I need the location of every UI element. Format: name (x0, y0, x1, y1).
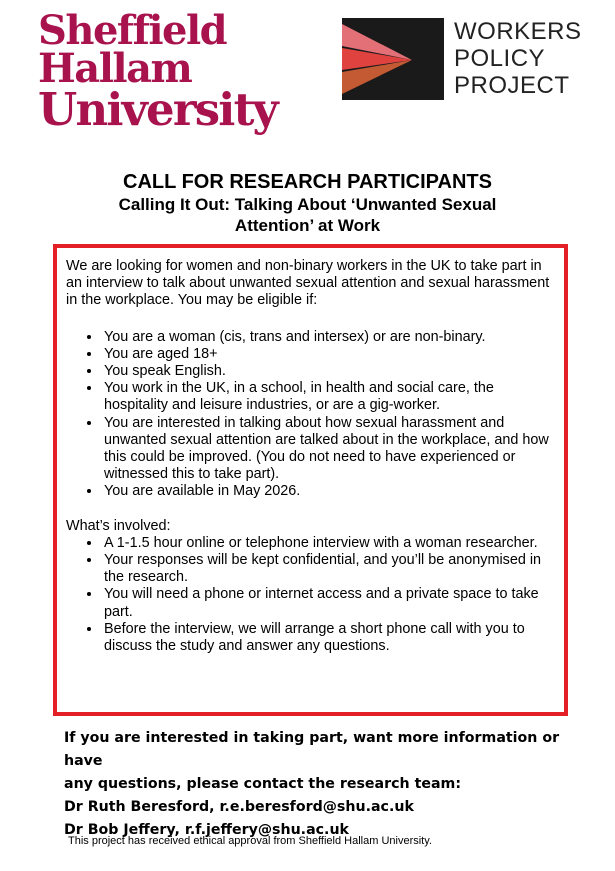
page-title: CALL FOR RESEARCH PARTICIPANTS (123, 171, 492, 193)
study-title-line1: Calling It Out: Talking About ‘Unwanted Sexual (118, 195, 497, 214)
involved-list (66, 535, 554, 655)
list-item: • You will need a phone or internet access and a private space to take part. (102, 586, 554, 620)
contact-line2: any questions, please contact the research team: (64, 776, 462, 792)
shu-logo-line3: University (38, 83, 277, 136)
list-item: • You are a woman (cis, trans and intersex) or are non-binary. (102, 329, 554, 346)
sheffield-hallam-logo (38, 7, 277, 136)
wpp-wordmark (454, 18, 582, 99)
contact-line1: If you are interested in taking part, want more information or have (64, 730, 560, 769)
title-block (0, 170, 615, 236)
contact-block (64, 727, 564, 842)
ethics-note: This project has received ethical approval from Sheffield Hallam University. (68, 835, 432, 847)
wpp-line3: PROJECT (454, 72, 570, 99)
wpp-line2: POLICY (454, 45, 546, 72)
eligibility-list (66, 329, 554, 501)
wpp-line1: WORKERS (454, 18, 582, 45)
list-item: • You are interested in talking about how sexual harassment and unwanted sexual attention are talked about in the workplace, and how this could be improved. (You do not need to have experienced or witnessed this to take part). (102, 415, 554, 484)
eligibility-box (53, 244, 568, 716)
list-item: • You are available in May 2026. (102, 483, 554, 500)
study-title-line2: Attention’ at Work (234, 216, 381, 235)
list-item: • Your responses will be kept confidential, and you’ll be anonymised in the research. (102, 552, 554, 586)
shu-logo-line1: Sheffield (38, 7, 227, 54)
list-item: • You speak English. (102, 363, 554, 380)
wpp-mark-icon (342, 18, 444, 100)
intro-paragraph: We are looking for women and non-binary workers in the UK to take part in an interview to talk about unwanted sexual attention and sexual harassment in the workplace. You may be eligible if: (66, 258, 550, 309)
list-item: • Before the interview, we will arrange a short phone call with you to discuss the study and answer any questions. (102, 621, 554, 655)
contact-bob[interactable]: Dr Bob Jeffery, r.f.jeffery@shu.ac.uk (64, 822, 349, 838)
shu-logo-line2: Hallam (38, 45, 192, 92)
eligibility-box-content (66, 258, 554, 655)
list-item: • You work in the UK, in a school, in health and social care, the hospitality and leisure industries, or are a gig-worker. (102, 380, 554, 414)
contact-ruth[interactable]: Dr Ruth Beresford, r.e.beresford@shu.ac.uk (64, 799, 414, 815)
workers-policy-project-logo (342, 18, 582, 100)
involved-heading: What’s involved: (66, 517, 171, 534)
list-item: • You are aged 18+ (102, 346, 554, 363)
list-item: • A 1-1.5 hour online or telephone interview with a woman researcher. (102, 535, 554, 552)
